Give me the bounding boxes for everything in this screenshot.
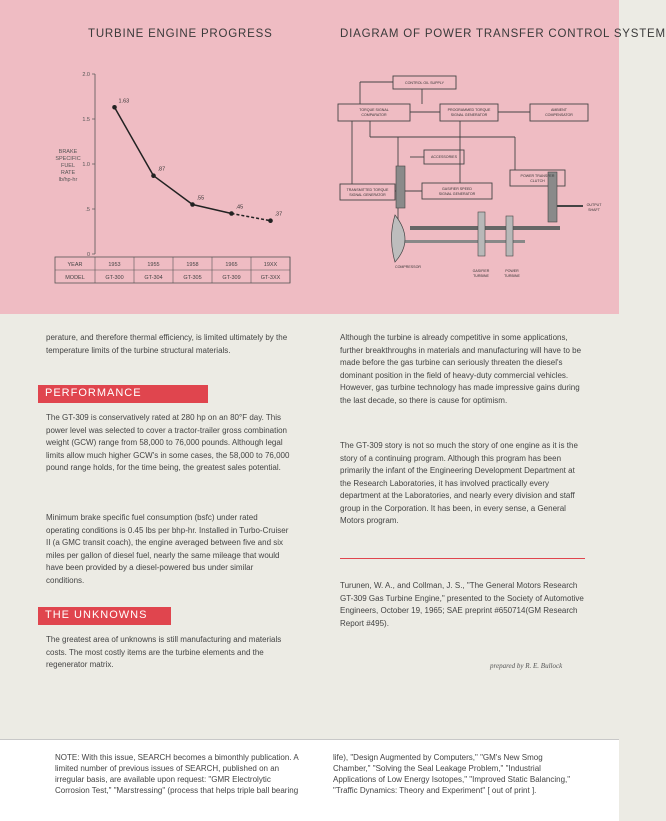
part-label: TURBINE <box>504 274 520 278</box>
model-cell: GT-300 <box>105 275 124 281</box>
ylabel-line: lb/hp-hr <box>58 177 78 183</box>
data-label: .55 <box>196 195 205 202</box>
box-label: TORQUE SIGNAL <box>359 108 389 112</box>
model-cell: GT-304 <box>144 275 163 281</box>
right-paragraph-2: The GT-309 story is not so much the story of one engine as it is the story of a continuing program. Although this program has been primarily the infant of the Engineering Development Department at the Research Laboratories, it has involved practically every department at the Laboratories, and nearly every division and staff group in the Corporation. It has been, in every sense, a General Motors program. <box>340 441 578 525</box>
box-label: AMBIENT <box>551 108 567 112</box>
data-label: .37 <box>274 211 283 218</box>
box-label: SIGNAL GENERATOR <box>349 193 386 197</box>
gear-stack <box>396 166 405 208</box>
box-label: CLUTCH <box>530 179 545 183</box>
year-cell: 1958 <box>186 262 199 268</box>
data-label: .45 <box>235 204 244 211</box>
author-credit: prepared by R. E. Bullock <box>490 662 563 670</box>
part-label: POWER <box>505 269 519 273</box>
year-cell: 1953 <box>108 262 121 268</box>
part-label: COMPRESSOR <box>395 265 421 269</box>
part-label: SHAFT <box>588 208 600 212</box>
chart-title: TURBINE ENGINE PROGRESS <box>88 28 273 40</box>
table-row-label: MODEL <box>65 275 85 281</box>
data-label: .87 <box>157 166 166 173</box>
unknowns-paragraph: The greatest area of unknowns is still manufacturing and materials costs. The most costly items are the turbine elements and the regenerator matrix. <box>46 635 282 669</box>
power-transfer-diagram <box>0 0 619 314</box>
y-tick-label: .5 <box>85 207 90 213</box>
reference-citation: Turunen, W. A., and Collman, J. S., "The General Motors Research GT-309 Gas Turbine Engine," presented to the Society of Automotive Engineers, October 19, 1965; SAE preprint #650714(GM Research Report #495). <box>340 581 584 628</box>
compressor-wheel <box>392 215 406 262</box>
model-cell: GT-305 <box>183 275 202 281</box>
box-label: POWER TRANSFER <box>520 174 555 178</box>
y-tick-label: 0 <box>86 252 90 258</box>
model-cell: GT-309 <box>222 275 241 281</box>
ylabel-line: BRAKE <box>58 149 78 155</box>
box-label: PROGRAMMED TORQUE <box>447 108 491 112</box>
note-right: life), "Design Augmented by Computers," "GM's New Smog Chamber," "Solving the Seal Leakage Problem," "Industrial Applications of Low Energy Isotopes," "Improved Static Balancing," "Traffic Dynamics: Theory and Experiment" [ out of print ]. <box>333 753 571 795</box>
diagram-title: DIAGRAM OF POWER TRANSFER CONTROL SYSTEM <box>340 28 666 40</box>
intro-paragraph: perature, and therefore thermal efficiency, is limited ultimately by the temperature limits of the turbine structural materials. <box>46 333 288 355</box>
box-label: COMPARATOR <box>361 113 387 117</box>
gasifier-speed-box <box>422 183 492 199</box>
part-label: GASIFIER <box>472 269 490 273</box>
transmitted-torque-box <box>340 184 395 200</box>
note-left: NOTE: With this issue, SEARCH becomes a bimonthly publication. A limited number of previous issues of SEARCH, published on an irregular basis, are available upon request: "GMR Electrolytic Corrosion Test," "Marstressing" (process that helps triple ball bearing <box>55 753 299 795</box>
year-cell: 1955 <box>147 262 160 268</box>
box-label: GASIFIER SPEED <box>442 187 472 191</box>
y-tick-label: 1.5 <box>82 117 90 123</box>
ylabel-line: SPECIFIC <box>55 156 81 162</box>
part-label: TURBINE <box>473 274 489 278</box>
ylabel-line: RATE <box>60 170 76 176</box>
box-label: COMPENSATOR <box>545 113 573 117</box>
right-paragraph-1: Although the turbine is already competitive in some applications, further breakthroughs in materials and manufacturing will have to be made before the gas turbine can seriously threaten the diesel's dominant position in the field of heavy-duty commercial vehicles. However, gas turbine technology has made impressive gains during the last decade, so there is cause for optimism. <box>340 333 582 405</box>
power-turbine-disc <box>506 216 513 256</box>
year-cell: 19XX <box>263 262 278 268</box>
y-tick-label: 1.0 <box>82 162 90 168</box>
performance-paragraph-1: The GT-309 is conservatively rated at 280 hp on an 80°F day. This power level was selected to cover a tractor-trailer gross combination weight (GCW) range from 58,000 to 76,000 pounds. Although legal limits allow much higher GCW's in some cases, the 58,000 to 76,000 pound range holds, for the time being, the greatest sales potential. <box>46 413 290 472</box>
engine-mechanism <box>392 166 584 262</box>
box-label: SIGNAL GENERATOR <box>438 192 476 196</box>
box-label: SIGNAL GENERATOR <box>450 113 488 117</box>
performance-paragraph-2: Minimum brake specific fuel consumption (bsfc) under rated operating conditions is 0.45 lbs per bhp-hr. Installed in Turbo-Cruiser II (a GMC transit coach), the engine averaged between five and six miles per gallon of diesel fuel, nearly the same mileage that would have been provided by a diesel-powered bus under similar conditions. <box>46 513 289 585</box>
box-label: CONTROL OIL SUPPLY <box>404 81 445 85</box>
year-cell: 1965 <box>225 262 238 268</box>
section-divider <box>340 558 585 559</box>
y-tick-label: 2.0 <box>82 72 90 78</box>
ylabel-line: FUEL <box>60 163 76 169</box>
model-cell: GT-3XX <box>260 275 281 281</box>
unknowns-heading: THE UNKNOWNS <box>38 607 171 625</box>
part-label: OUTPUT <box>586 203 602 207</box>
gasifier-turbine-disc <box>478 212 485 256</box>
performance-heading: PERFORMANCE <box>38 385 208 403</box>
table-row-label: YEAR <box>67 262 83 268</box>
clutch-stack <box>548 172 557 222</box>
lower-shaft <box>395 240 525 243</box>
box-label: ACCESSORIES <box>431 155 457 159</box>
data-label: 1.63 <box>118 98 130 105</box>
box-label: TRANSMITTED TORQUE <box>346 188 389 192</box>
